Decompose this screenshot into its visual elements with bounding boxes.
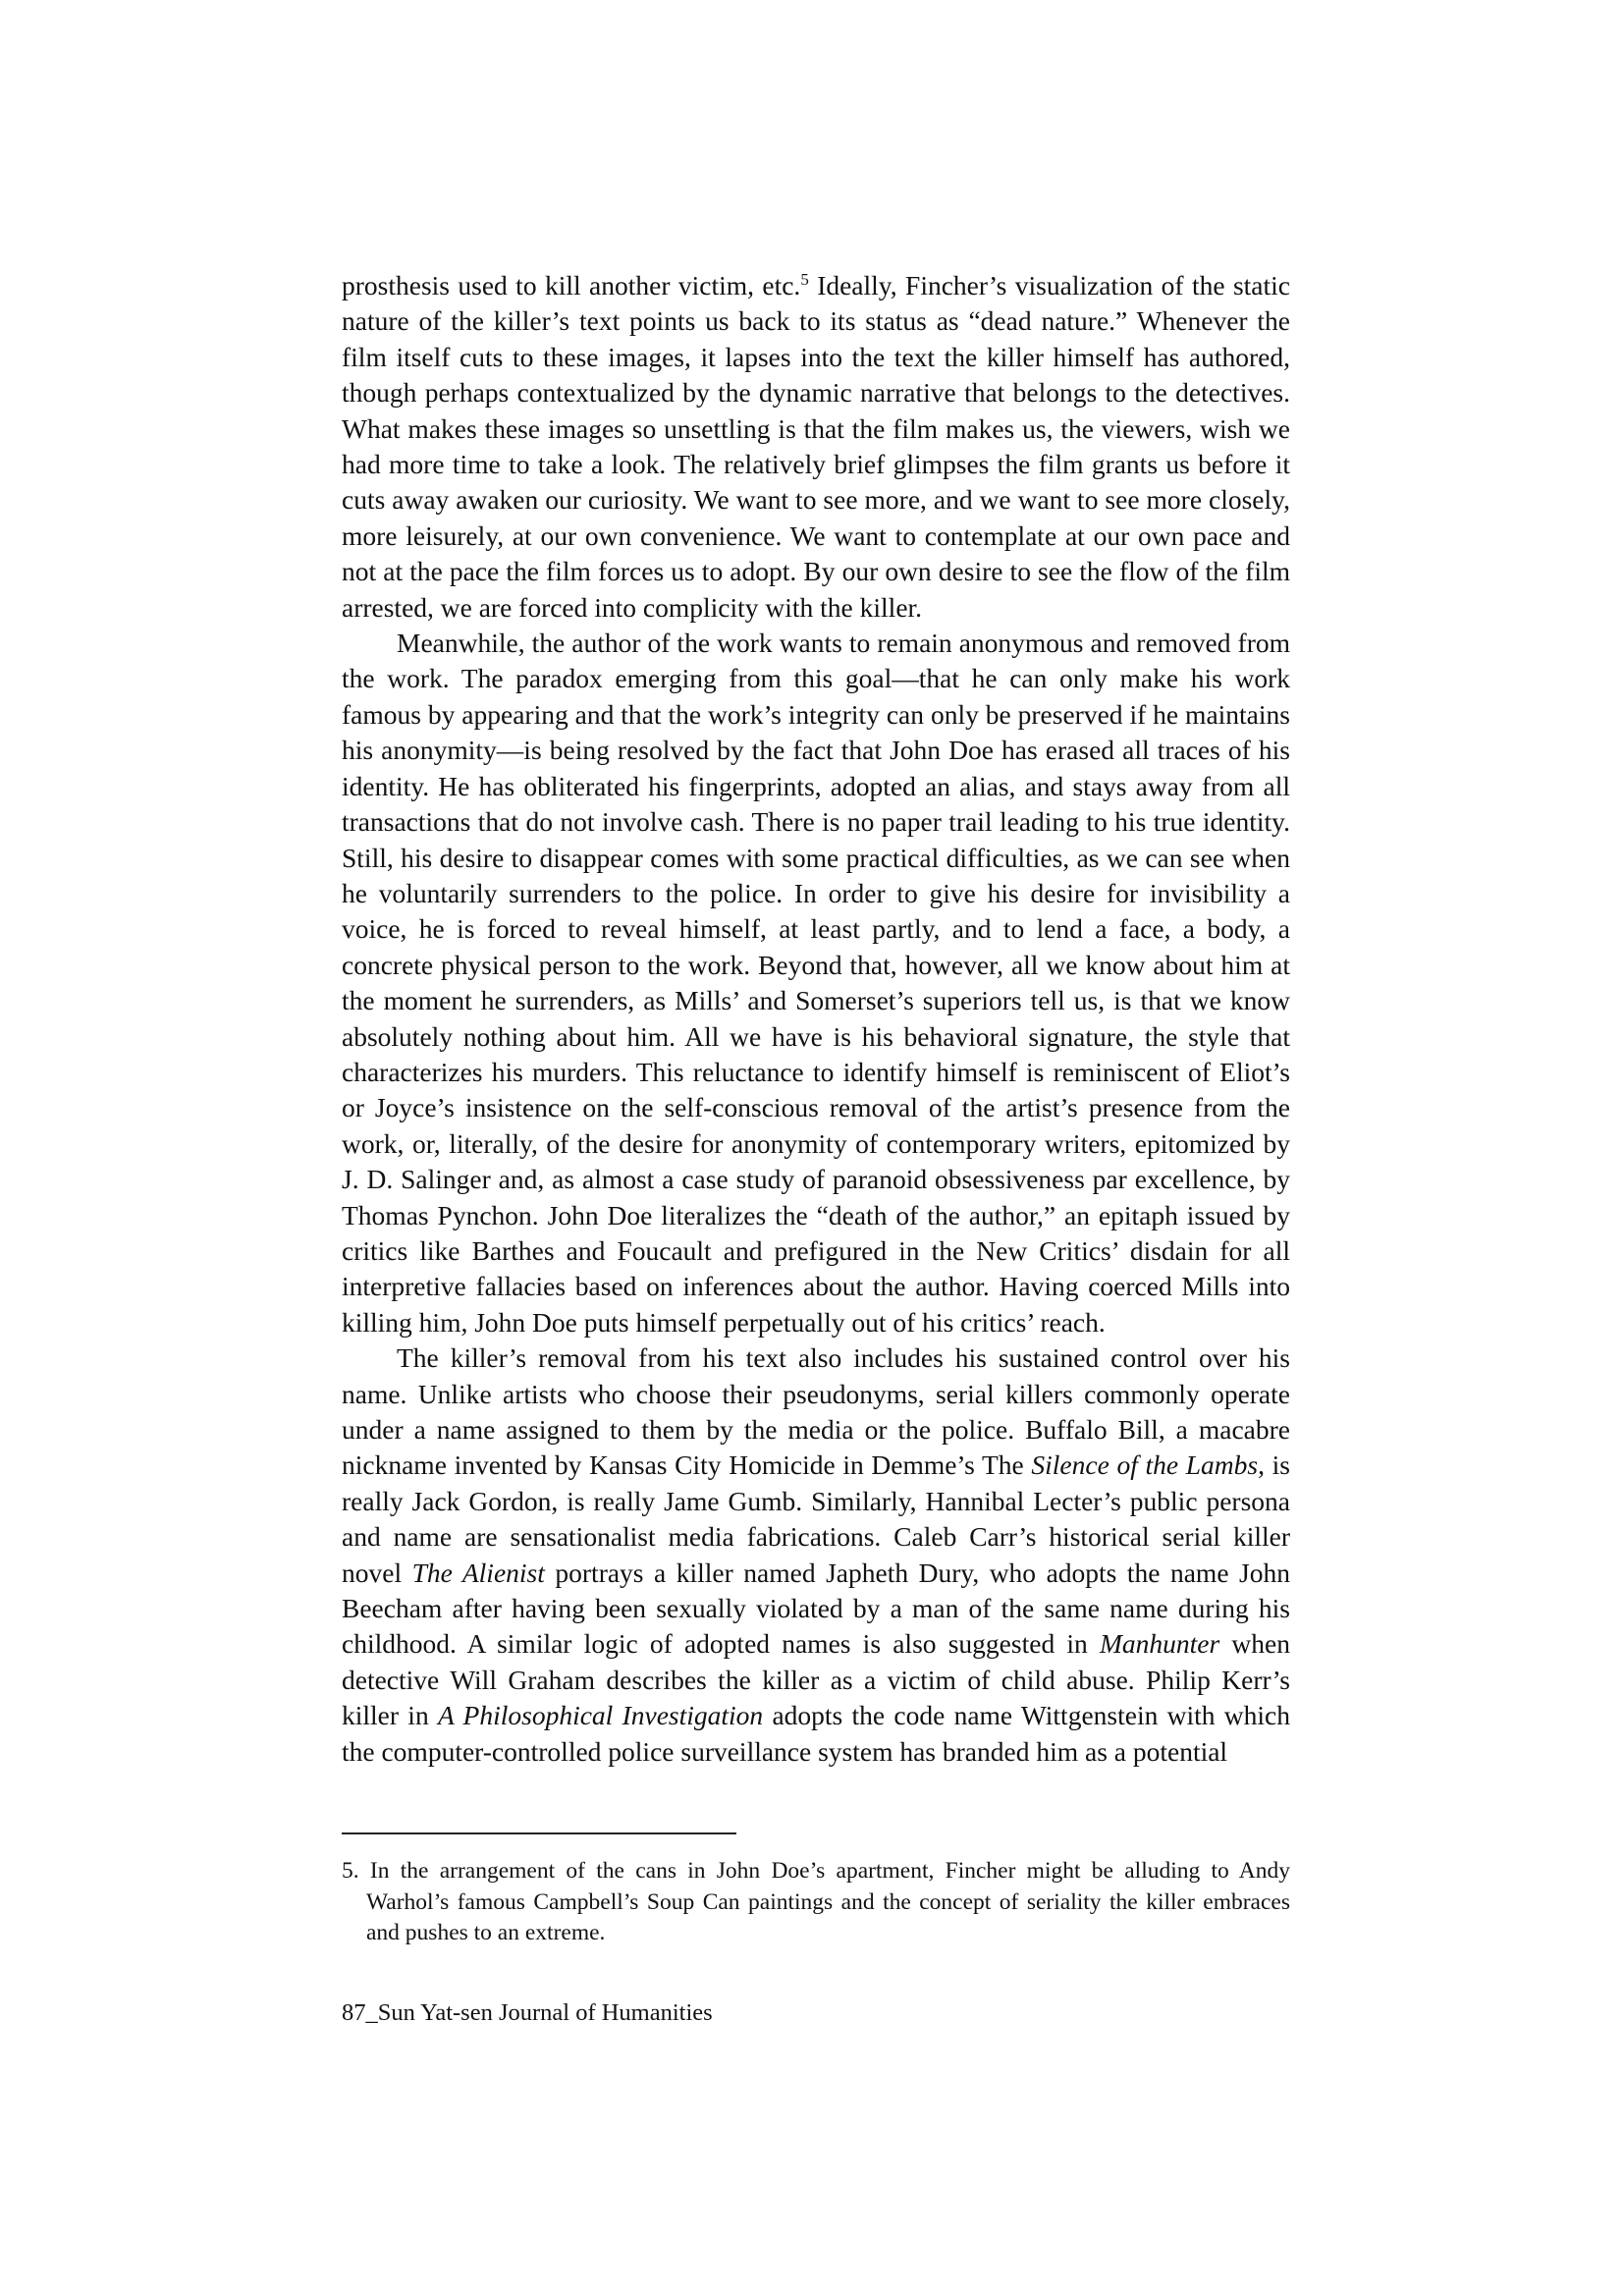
paragraph-text: Ideally, Fincher’s visualization of the static nature of the killer’s text points us back to its status as “dead nature.” Whenever the film itself cuts to these images, it lapses into the text the killer himself has authored, though perhaps contextualized by the dynamic narrative that belongs to the detectives. What makes these images so unsettling is that the film makes us, the viewers, wish we had more time to take a look. The relatively brief glimpses the film grants us before it cuts away awaken our curiosity. We want to see more, and we want to see more closely, more leisurely, at our own convenience. We want to contemplate at our own pace and not at the pace the film forces us to adopt. By our own desire to see the flow of the film arrested, we are forced into complicity with the killer.: [342, 270, 1290, 623]
paragraph-text: , is really Jack Gordon, is really Jame Gumb. Similarly, Hannibal Lecter’s public persona and name are sensationalist media fabrications. Caleb Carr’s historical serial killer novel: [342, 1449, 1291, 1588]
body-text: [342, 268, 1290, 1770]
body-paragraph: [342, 1340, 1290, 1770]
italic-title: Silence of the Lambs: [1031, 1449, 1259, 1481]
italic-title: Manhunter: [1100, 1628, 1220, 1660]
paragraph-text: prosthesis used to kill another victim, etc.: [342, 270, 801, 301]
body-paragraph: [342, 268, 1290, 626]
footnote-divider: [342, 1832, 736, 1834]
paragraph-text: The killer’s removal from his text also includes his sustained control over his name. Unlike artists who choose their pseudonyms, serial killers commonly operate under a name assigned to them by the media or the police. Buffalo Bill, a macabre nickname invented by Kansas City Homicide in Demme’s The: [342, 1342, 1290, 1481]
paragraph-text: when detective Will Graham describes the killer as a victim of child abuse. Philip Kerr’s killer in: [342, 1628, 1290, 1731]
paragraph-text: portrays a killer named Japheth Dury, who adopts the name John Beecham after having been sexually violated by a man of the same name during his childhood. A similar logic of adopted names is also suggested in: [342, 1557, 1290, 1660]
body-paragraph: [342, 626, 1290, 1340]
page-footer: 87_Sun Yat-sen Journal of Humanities: [342, 1999, 713, 2026]
italic-title: The Alienist: [411, 1557, 545, 1588]
footnote-5: 5. In the arrangement of the cans in John Doe’s apartment, Fincher might be alluding to Andy Warhol’s famous Campbell’s Soup Can paintings and the concept of seriality the killer embraces and pushes to an extreme.: [342, 1858, 1290, 1945]
paragraph-text: Meanwhile, the author of the work wants to remain anonymous and removed from the work. The paradox emerging from this goal—that he can only make his work famous by appearing and that the work’s integrity can only be preserved if he maintains his anonymity—is being resolved by the fact that John Doe has erased all traces of his identity. He has obliterated his fingerprints, adopted an alias, and stays away from all transactions that do not involve cash. There is no paper trail leading to his true identity. Still, his desire to disappear comes with some practical difficulties, as we can see when he voluntarily surrenders to the police. In order to give his desire for invisibility a voice, he is forced to reveal himself, at least partly, and to lend a face, a body, a concrete physical person to the work. Beyond that, however, all we know about him at the moment he surrenders, as Mills’ and Somerset’s superiors tell us, is that we know absolutely nothing about him. All we have is his behavioral signature, the style that characterizes his murders. This reluctance to identify himself is reminiscent of Eliot’s or Joyce’s insistence on the self-conscious removal of the artist’s presence from the work, or, literally, of the desire for anonymity of contemporary writers, epitomized by J. D. Salinger and, as almost a case study of paranoid obsessiveness par excellence, by Thomas Pynchon. John Doe literalizes the “death of the author,” an epitaph issued by critics like Barthes and Foucault and prefigured in the New Critics’ disdain for all interpretive fallacies based on inferences about the author. Having coerced Mills into killing him, John Doe puts himself perpetually out of his critics’ reach.: [342, 628, 1290, 1338]
italic-title: A Philosophical Investigation: [437, 1700, 764, 1731]
paragraph-text: adopts the code name Wittgenstein with which the computer-controlled police surveillance system has branded him as a potential: [342, 1700, 1290, 1767]
footnote-reference: 5: [800, 269, 809, 289]
